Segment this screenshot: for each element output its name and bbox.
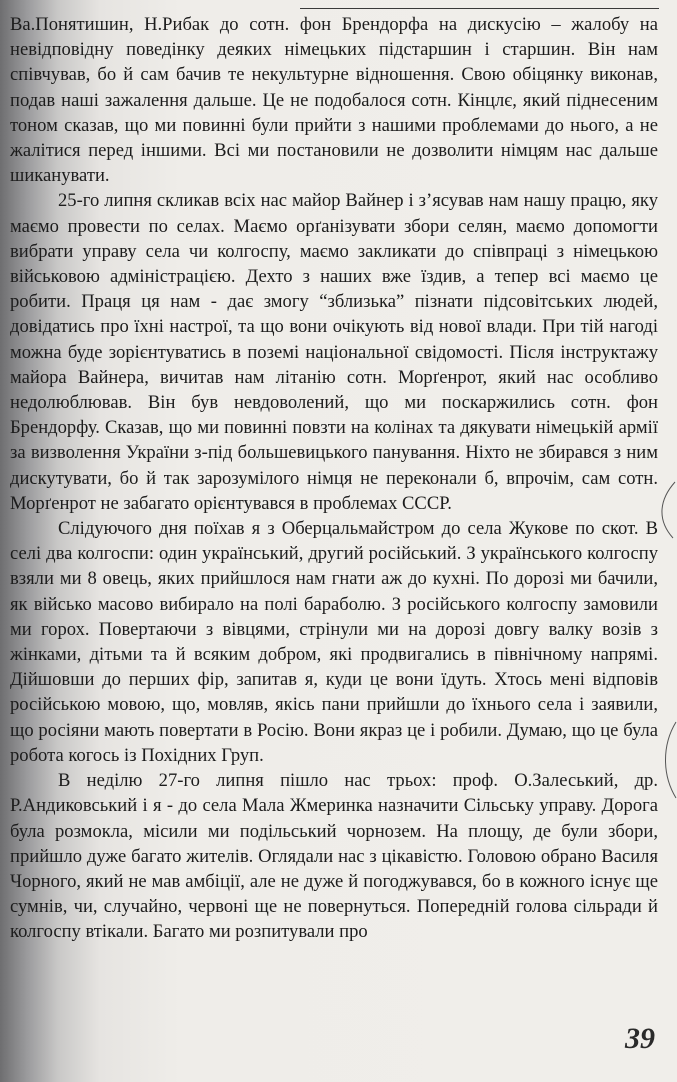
margin-pencil-mark [660,720,677,800]
paragraph: Ва.Понятишин, Н.Рибак до сотн. фон Брендорфа на дискусію – жалобу на невідповідну поведінку деяких німецьких підстаршин і старшин. Він нам співчував, бо й сам бачив те некультурне відношення. Свою обіцянку виконав, подав наші зажалення дальше. Це не подобалося сотн. Кінцлє, який піднесеним тоном сказав, що ми повинні були прийти з нашими проблемами до нього, а не жалітися перед іншими. Всі ми постановили не дозволити німцям нас дальше шиканувати. [10,14,658,187]
body-text [10,12,658,945]
paragraph: В неділю 27-го липня пішло нас трьох: проф. О.Залеський, др. Р.Андиковський і я - до села Мала Жмеринка назначити Сільську управу. Дорога була розмокла, місили ми подільський чорнозем. На площу, де були збори, прийшло дуже багато жителів. Оглядали нас з цікавістю. Головою обрано Василя Чорного, який не мав амбіції, але не дуже й погоджувався, бо в кожного існує ще сумнів, чи, случайно, червоні ще не повернуться. Попередній голова сільради й колгоспу втікали. Багато ми розпитували про [10,770,658,943]
paragraph: 25-го липня скликав всіх нас майор Вайнер і з’ясував нам нашу працю, яку маємо провести по селах. Маємо орґанізувати збори селян, маємо допомогти вибрати управу села чи колгоспу, маємо закликати до співпраці з німецькою військовою адміністрацією. Дехто з наших вже їздив, а тепер всі маємо це робити. Праця ця нам - дає змогу “зблизька” пізнати підсовітських людей, довідатись про їхні настрої, та що вони очікують від нової влади. При тій нагоді можна буде зорієнтуватись в поземі національної свідомості. Після інструктажу майора Вайнера, вичитав нам літанію сотн. Морґенрот, який нас особливо недолюблював. Він був невдоволений, що ми поскаржились сотн. фон Брендорфу. Сказав, що ми повинні повзти на колінах та дякувати німецькій армії за визволення України з-під большевицького панування. Ніхто не збирався з ним дискутувати, бо й так зарозумілого німця не переконали б, впрочім, сам сотн. Морґенрот не забагато орієнтувався в проблемах СССР. [10,190,658,514]
margin-pencil-mark [655,480,677,540]
header-rule [300,8,659,9]
paragraph: Слідуючого дня поїхав я з Оберцальмайстром до села Жукове по скот. В селі два колгоспи: один український, другий російський. З українського колгоспу взяли ми 8 овець, яких прийшлося нам гнати аж до кухні. По дорозі ми бачили, як військо масово вибирало на полі бараболю. З російського колгоспу замовили ми горох. Повертаючи з вівцями, стрінули ми на дорозі довгу валку возів з жінками, дітьми та й всяким добром, які продвигались в північному напрямі. Дійшовши до перших фір, запитав я, куди це вони їдуть. Хтось мені відповів російською мовою, що, мовляв, якісь пани прийшли до їхнього села і заявили, що росіяни мають повертати в Росію. Вони якраз це і робили. Думаю, що це була робота когось із Похідних Груп. [10,518,658,766]
page-number: 39 [625,1022,655,1055]
